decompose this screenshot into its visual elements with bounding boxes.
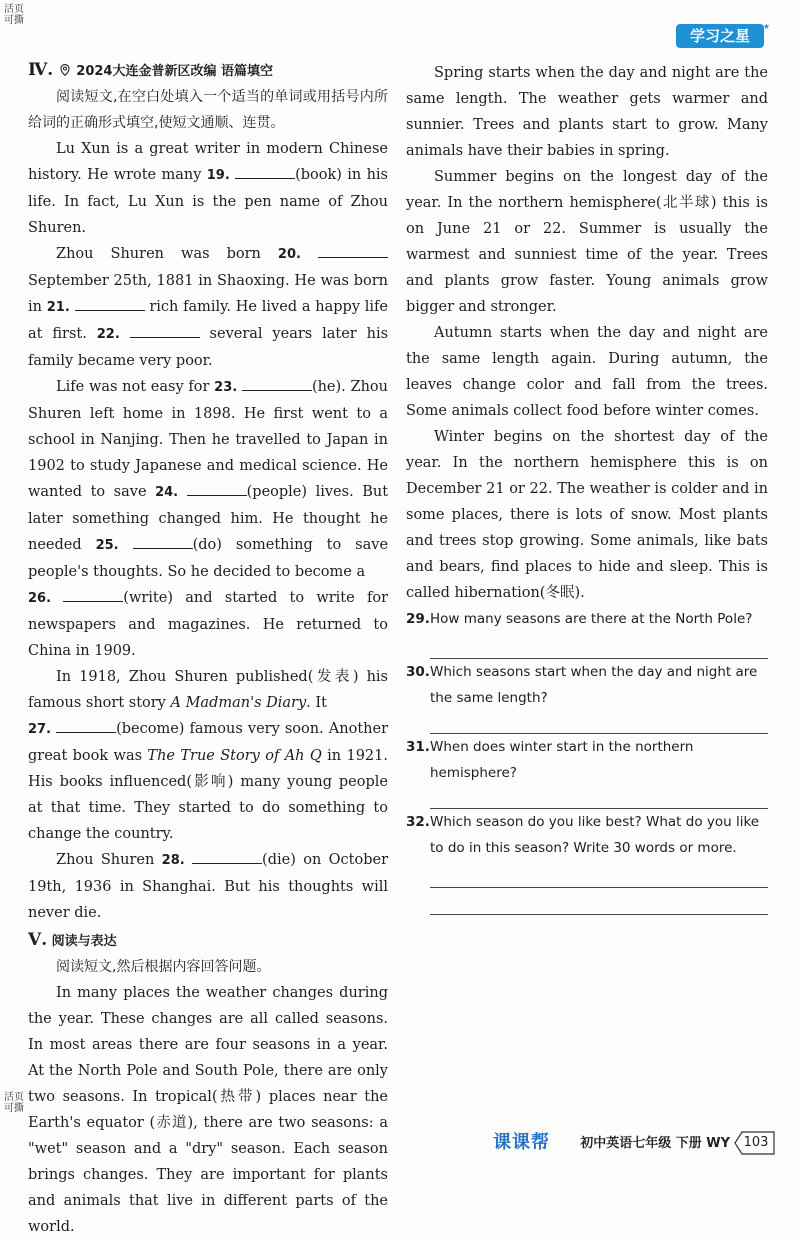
- title-madmans-diary: A Madman's Diary: [170, 695, 307, 711]
- blank-26[interactable]: [63, 587, 123, 602]
- blank-25[interactable]: [133, 534, 193, 549]
- star-icon: ★: [762, 22, 770, 31]
- section-4-source: 2024大连金普新区改编: [76, 64, 217, 79]
- passage-paragraph-1: Lu Xun is a great writer in modern Chinese history. He wrote many 19. (book) in his life. In fact, Lu Xun is the pen name of Zhou Shuren.: [28, 141, 388, 236]
- right-column: [406, 60, 768, 915]
- section-5-header: [28, 928, 388, 954]
- passage-paragraph-3: Life was not easy for 23. (he). Zhou Shuren left home in 1898. He first went to a school in Nanjing. Then he travelled to Japan in 1902 to study Japanese and medical science. He wanted to save 24. (people) lives. But later something changed him. He thought he needed 25. (do) something to save people's thoughts. So he decided to become a 26. (write) and started to write for newspapers and magazines. He returned to China in 1909.: [28, 374, 388, 664]
- blank-number-22: 22.: [96, 327, 120, 342]
- page-footer: [0, 1126, 800, 1160]
- answer-line-31[interactable]: [430, 786, 768, 809]
- blank-number-24: 24.: [155, 485, 179, 500]
- blank-28[interactable]: [192, 849, 262, 864]
- reading-paragraph-2: Spring starts when the day and night are the same length. The weather gets warmer and sunnier. Trees and plants start to grow. Many animals have their babies in spring.: [406, 65, 768, 159]
- left-column: [28, 58, 388, 1240]
- blank-number-21: 21.: [46, 300, 70, 315]
- reading-paragraph-3: Summer begins on the longest day of the year. In the northern hemisphere(北半球) this is on June 21 or 22. Summer is usually the warmest and sunniest time of the year. Trees and plants grow faster. Young animals grow bigger and stronger.: [406, 169, 768, 315]
- question-29: 29. How many seasons are there at the North Pole?: [406, 611, 753, 627]
- book-title: 初中英语七年级 下册 WY: [580, 1136, 730, 1151]
- blank-21[interactable]: [75, 296, 145, 311]
- blank-number-28: 28.: [161, 853, 185, 868]
- answer-line-32b[interactable]: [430, 888, 768, 915]
- tear-off-label-bottom: 活页可撕: [4, 1092, 24, 1114]
- publisher-logo: 课课帮: [493, 1132, 550, 1153]
- blank-number-26: 26.: [28, 591, 52, 606]
- section-5-numeral: Ⅴ.: [28, 930, 48, 950]
- blank-23[interactable]: [242, 376, 312, 391]
- blank-number-27: 27.: [28, 722, 52, 737]
- section-4-instructions: 阅读短文,在空白处填入一个适当的单词或用括号内所给词的正确形式填空,使短文通顺、连贯。: [28, 89, 388, 131]
- answer-line-30[interactable]: [430, 711, 768, 734]
- reading-paragraph-4: Autumn starts when the day and night are the same length again. During autumn, the leaves change color and fall from the trees. Some animals collect food before winter comes.: [406, 325, 768, 419]
- blank-22[interactable]: [130, 323, 200, 338]
- section-4-type: 语篇填空: [221, 64, 274, 79]
- tear-off-label: 活页可撕: [4, 4, 24, 26]
- reading-paragraph-1: In many places the weather changes during the year. These changes are all called seasons. In most areas there are four seasons in a year. At the North Pole and South Pole, there are only two seasons. In tropical(热带) places near the Earth's equator (赤道), there are two seasons: a "wet" season and a "dry" season. Each season brings changes. They are important for plants and animals that live in different parts of the world.: [28, 985, 388, 1235]
- blank-24[interactable]: [187, 481, 247, 496]
- answer-line-29[interactable]: [430, 632, 768, 659]
- blank-20[interactable]: [318, 243, 388, 258]
- blank-number-20: 20.: [277, 247, 301, 262]
- passage-paragraph-5: Zhou Shuren 28. (die) on October 19th, 1936 in Shanghai. But his thoughts will never die.: [28, 847, 388, 926]
- passage-paragraph-4: In 1918, Zhou Shuren published(发表) his famous short story A Madman's Diary. It 27. (become) famous very soon. Another great book was The True Story of Ah Q in 1921. His books influenced(影响) many young people at that time. They started to do something to change the country.: [28, 669, 389, 842]
- section-5-title: 阅读与表达: [51, 934, 117, 949]
- reading-paragraph-5: Winter begins on the shortest day of the year. In the northern hemisphere this is on December 21 or 22. The weather is colder and in some places, there is lots of snow. Most plants and trees stop growing. Some animals, like bats and bears, find places to hide and sleep. This is called hibernation(冬眠).: [406, 429, 768, 601]
- blank-19[interactable]: [235, 164, 295, 179]
- brand-logo: 学习之星: [676, 24, 764, 48]
- passage-paragraph-2: Zhou Shuren was born 20. September 25th, 1881 in Shaoxing. He was born in 21. rich family. He lived a happy life at first. 22. several years later his family became very poor.: [28, 241, 388, 374]
- section-5-instructions: 阅读短文,然后根据内容回答问题。: [56, 959, 271, 975]
- question-30: 30. Which seasons start when the day and night are the same length?: [406, 664, 758, 706]
- question-32: 32. Which season do you like best? What do you like to do in this season? Write 30 words or more.: [406, 814, 760, 856]
- blank-number-19: 19.: [206, 168, 230, 183]
- section-4-header: [28, 58, 388, 84]
- blank-number-23: 23.: [214, 380, 238, 395]
- blank-number-25: 25.: [95, 538, 119, 553]
- question-31: 31. When does winter start in the northern hemisphere?: [406, 739, 694, 781]
- blank-27[interactable]: [56, 718, 116, 733]
- page-number: 103: [734, 1130, 778, 1156]
- answer-line-32a[interactable]: [430, 861, 768, 888]
- section-4-numeral: Ⅳ.: [28, 60, 54, 80]
- location-pin-icon: [60, 64, 70, 76]
- title-true-story-ah-q: The True Story of Ah Q: [147, 748, 322, 764]
